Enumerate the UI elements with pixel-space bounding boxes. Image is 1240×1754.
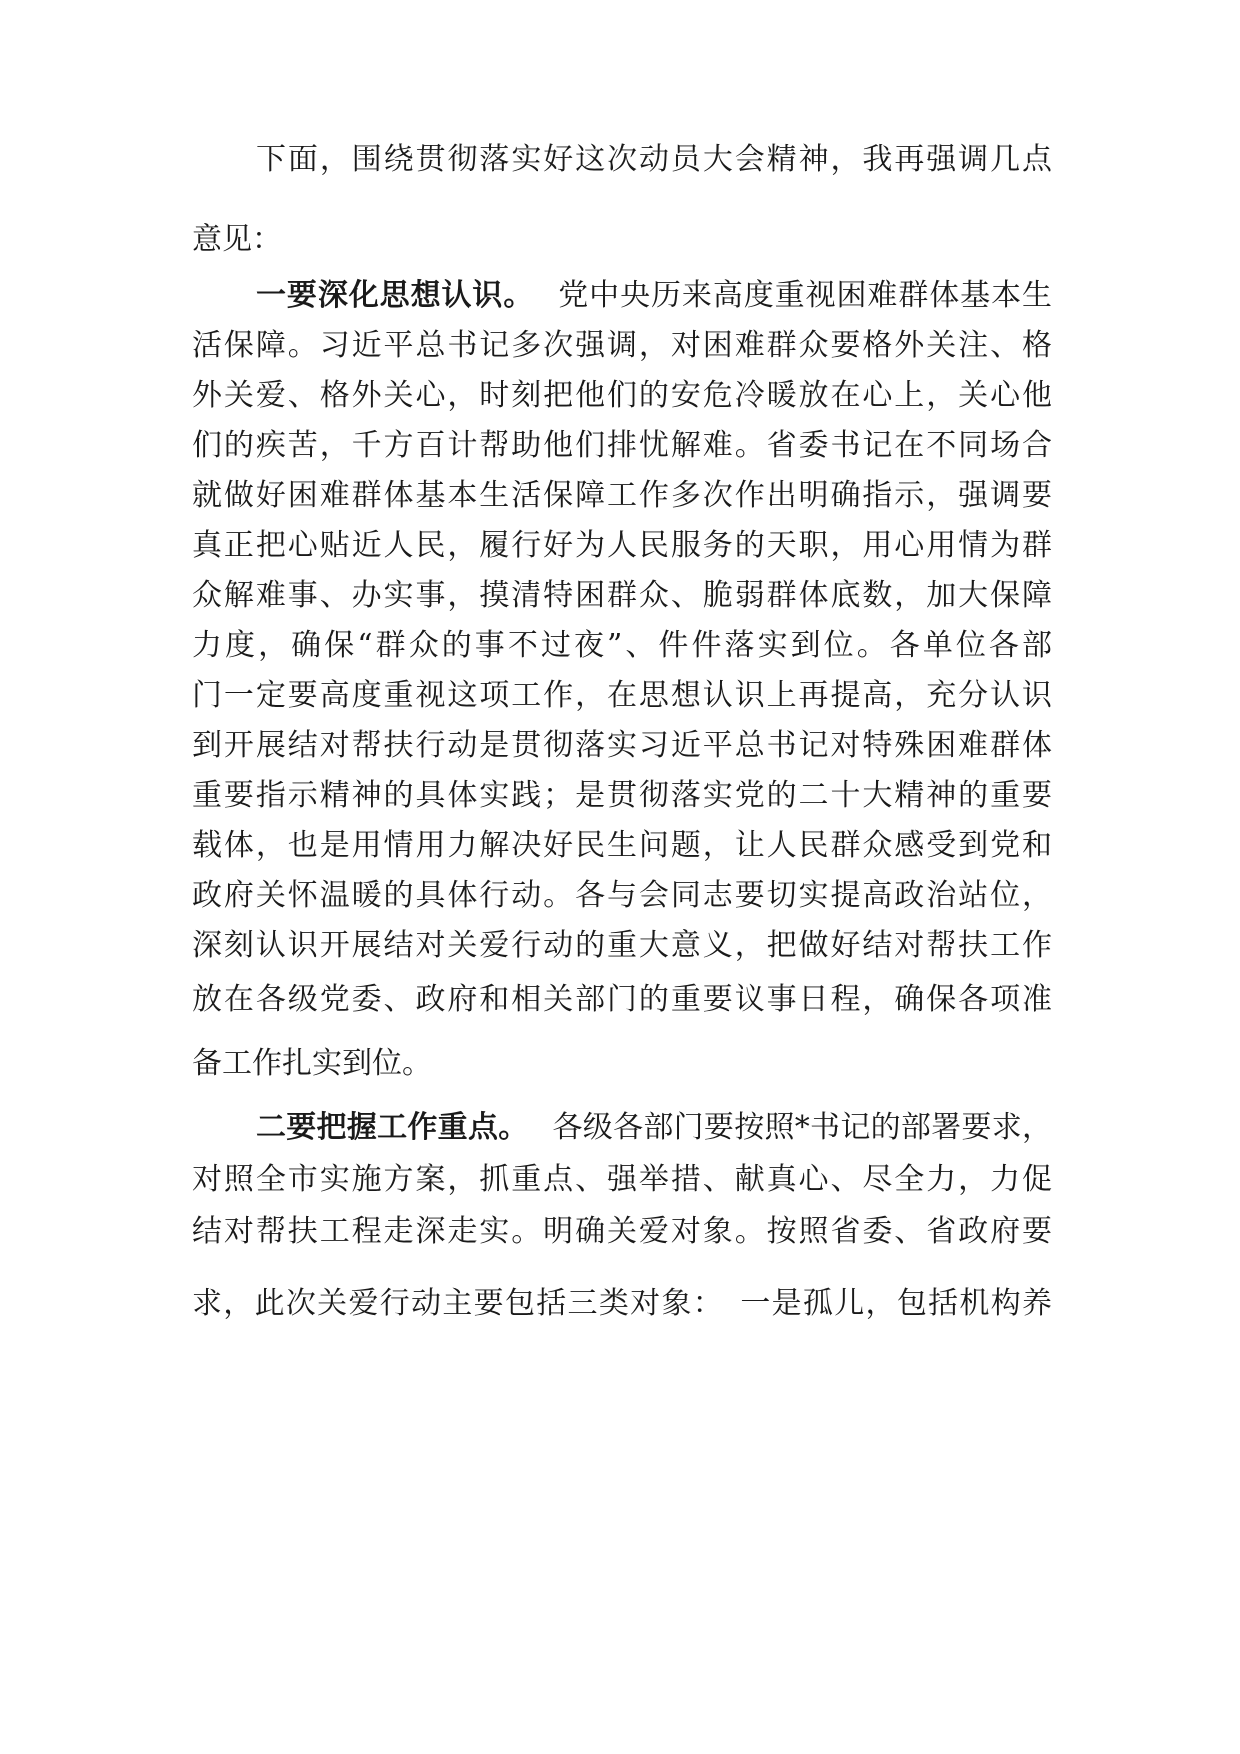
section1-line: 重要指示精神的具体实践；是贯彻落实党的二十大精神的重要	[192, 778, 1052, 813]
section1-line: 们的疾苦，千方百计帮助他们排忧解难。省委书记在不同场合	[192, 428, 1052, 463]
section1-line: 政府关怀温暖的具体行动。各与会同志要切实提高政治站位，	[192, 878, 1052, 913]
section1-line: 放在各级党委、政府和相关部门的重要议事日程，确保各项准	[192, 982, 1052, 1017]
intro-line-2: 意见：	[192, 222, 282, 257]
section1-first-line	[256, 276, 1052, 316]
section2-first-line	[256, 1108, 1052, 1148]
section1-line: 力度，确保“群众的事不过夜”、件件落实到位。各单位各部	[192, 628, 1052, 663]
intro-line-1: 下面，围绕贯彻落实好这次动员大会精神，我再强调几点	[256, 142, 1052, 177]
section1-line: 到开展结对帮扶行动是贯彻落实习近平总书记对特殊困难群体	[192, 728, 1052, 763]
section1-line: 深刻认识开展结对关爱行动的重大意义，把做好结对帮扶工作	[192, 928, 1052, 963]
section1-line: 就做好困难群体基本生活保障工作多次作出明确指示，强调要	[192, 478, 1052, 513]
section1-first-line-text: 党中央历来高度重视困难群体基本生	[558, 278, 1052, 313]
section1-line-last: 备工作扎实到位。	[192, 1046, 432, 1081]
section2-line: 结对帮扶工程走深走实。明确关爱对象。按照省委、省政府要	[192, 1214, 1052, 1249]
section2-line: 对照全市实施方案，抓重点、强举措、献真心、尽全力，力促	[192, 1162, 1052, 1197]
section1-heading: 一要深化思想认识。	[256, 278, 535, 313]
section1-line: 众解难事、办实事，摸清特困群众、脆弱群体底数，加大保障	[192, 578, 1052, 613]
section1-line: 门一定要高度重视这项工作，在思想认识上再提高，充分认识	[192, 678, 1052, 713]
section2-first-line-text: 各级各部门要按照*书记的部署要求，	[552, 1110, 1053, 1145]
section1-line: 载体，也是用情用力解决好民生问题，让人民群众感受到党和	[192, 828, 1052, 863]
section1-line: 真正把心贴近人民，履行好为人民服务的天职，用心用情为群	[192, 528, 1052, 563]
section1-line: 活保障。习近平总书记多次强调，对困难群众要格外关注、格	[192, 328, 1052, 363]
section2-heading: 二要把握工作重点。	[256, 1110, 529, 1145]
section1-line: 外关爱、格外关心，时刻把他们的安危冷暖放在心上，关心他	[192, 378, 1052, 413]
section2-line: 求，此次关爱行动主要包括三类对象： 一是孤儿，包括机构养	[192, 1286, 1052, 1321]
